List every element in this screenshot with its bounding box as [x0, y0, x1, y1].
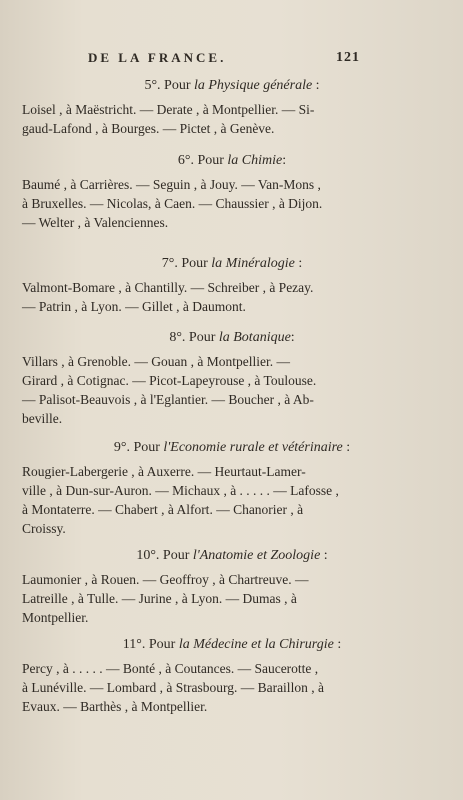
section-medecine [22, 637, 442, 716]
section-chimie [22, 153, 442, 232]
section-text-line: Laumonier , à Rouen. — Geoffroy , à Chartreuve. — [22, 572, 309, 587]
section-heading: 10°. Pour l'Anatomie et Zoologie : [136, 548, 328, 563]
section-text-line: Percy , à . . . . . — Bonté , à Coutances. — Saucerotte , [22, 661, 319, 676]
section-text-line: Evaux. — Barthès , à Montpellier. [22, 699, 208, 714]
section-heading: 11°. Pour la Médecine et la Chirurgie : [122, 637, 342, 652]
section-anatomie [22, 548, 442, 627]
section-text-line: Baumé , à Carrières. — Seguin , à Jouy. — Van-Mons , [22, 177, 321, 192]
section-heading: 8°. Pour la Botanique: [169, 330, 295, 345]
section-text-line: gaud-Lafond , à Bourges. — Pictet , à Genève. [22, 121, 275, 136]
section-text-line: Montpellier. [22, 610, 89, 625]
section-text-line: Girard , à Cotignac. — Picot-Lapeyrouse , à Toulouse. [22, 373, 317, 388]
section-heading: 5°. Pour la Physique générale : [144, 78, 320, 93]
section-text-line: ville , à Dun-sur-Auron. — Michaux , à . . . . . — Lafosse , [22, 483, 339, 498]
section-text-line: — Welter , à Valenciennes. [22, 215, 169, 230]
section-text-line: Croissy. [22, 521, 66, 536]
section-text-line: à Bruxelles. — Nicolas, à Caen. — Chaussier , à Dijon. [22, 196, 323, 211]
section-mineralogie [22, 256, 442, 316]
section-text-line: — Patrin , à Lyon. — Gillet , à Daumont. [22, 299, 246, 314]
section-text-line: Loisel , à Maëstricht. — Derate , à Montpellier. — Si- [22, 102, 315, 117]
section-botanique [22, 330, 442, 428]
section-text-line: beville. [22, 411, 63, 426]
section-text-line: à Montaterre. — Chabert , à Alfort. — Chanorier , à [22, 502, 304, 517]
section-heading: 9°. Pour l'Economie rurale et vétérinaire : [113, 440, 351, 455]
section-text-line: Valmont-Bomare , à Chantilly. — Schreiber , à Pezay. [22, 280, 314, 295]
section-text-line: à Lunéville. — Lombard , à Strasbourg. — Baraillon , à [22, 680, 324, 695]
section-physique [22, 78, 442, 138]
section-heading: 6°. Pour la Chimie: [177, 153, 287, 168]
section-text-line: Latreille , à Tulle. — Jurine , à Lyon. — Dumas , à [22, 591, 297, 606]
section-text-line: Villars , à Grenoble. — Gouan , à Montpellier. — [22, 354, 291, 369]
section-heading: 7°. Pour la Minéralogie : [161, 256, 303, 271]
section-text-line: Rougier-Labergerie , à Auxerre. — Heurtaut-Lamer- [22, 464, 306, 479]
page-number: 121 [336, 50, 360, 65]
section-text-line: — Palisot-Beauvois , à l'Eglantier. — Boucher , à Ab- [22, 392, 314, 407]
running-head: DE LA FRANCE. [88, 50, 227, 65]
section-economie-rurale [22, 440, 442, 538]
